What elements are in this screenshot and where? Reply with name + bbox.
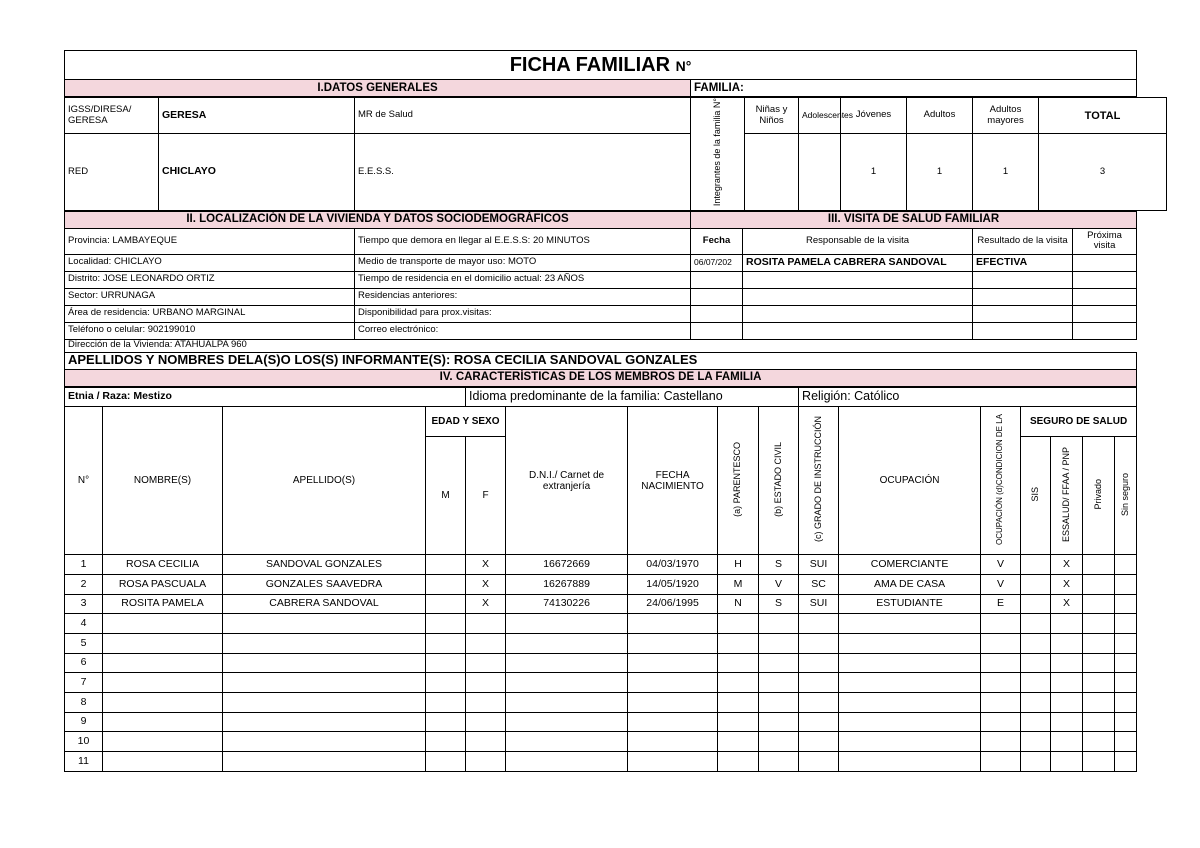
cell-par bbox=[718, 614, 759, 634]
cell-nombre: ROSA PASCUALA bbox=[103, 574, 223, 594]
cell-apellido bbox=[223, 752, 426, 772]
visit-hdr-resultado: Resultado de la visita bbox=[973, 228, 1073, 254]
cell-par: H bbox=[718, 555, 759, 575]
cell-ocup bbox=[839, 693, 981, 713]
cell-ess bbox=[1051, 673, 1083, 693]
cell-n: 7 bbox=[65, 673, 103, 693]
cell-ocup bbox=[839, 673, 981, 693]
cell-priv bbox=[1083, 653, 1115, 673]
cell-ocup: ESTUDIANTE bbox=[839, 594, 981, 614]
hdr-edad-sexo: EDAD Y SEXO bbox=[426, 407, 506, 437]
cell-cond bbox=[981, 673, 1021, 693]
cell-apellido: GONZALES SAAVEDRA bbox=[223, 574, 426, 594]
cell-cond: V bbox=[981, 574, 1021, 594]
cell-fecha: 14/05/1920 bbox=[628, 574, 718, 594]
cell-cond bbox=[981, 634, 1021, 654]
religion: Religión: Católico bbox=[799, 387, 1137, 407]
cell-apellido bbox=[223, 693, 426, 713]
cell-sin bbox=[1115, 752, 1137, 772]
cell-f bbox=[466, 634, 506, 654]
loc-correo: Correo electrónico: bbox=[355, 322, 691, 339]
cell-par bbox=[718, 732, 759, 752]
cell-grado bbox=[799, 634, 839, 654]
cell-cond bbox=[981, 614, 1021, 634]
hdr-apellidos: APELLIDO(S) bbox=[223, 407, 426, 555]
hdr-f: F bbox=[466, 437, 506, 555]
etnia: Etnia / Raza: Mestizo bbox=[65, 387, 466, 407]
val-jovenes: 1 bbox=[841, 134, 907, 210]
eess-label: E.E.S.S. bbox=[355, 134, 691, 210]
cell-civil bbox=[759, 634, 799, 654]
cell-fecha: 04/03/1970 bbox=[628, 555, 718, 575]
cell-nombre bbox=[103, 732, 223, 752]
cell-n: 4 bbox=[65, 614, 103, 634]
cell-civil: V bbox=[759, 574, 799, 594]
cell-f bbox=[466, 614, 506, 634]
cell-dni bbox=[506, 732, 628, 752]
idioma: Idioma predominante de la familia: Castellano bbox=[466, 387, 799, 407]
cell-ocup bbox=[839, 614, 981, 634]
cell-n: 1 bbox=[65, 555, 103, 575]
cell-ocup: COMERCIANTE bbox=[839, 555, 981, 575]
cell-m bbox=[426, 673, 466, 693]
cell-m bbox=[426, 555, 466, 575]
cell-priv bbox=[1083, 594, 1115, 614]
visit-hdr-responsable: Responsable de la visita bbox=[743, 228, 973, 254]
cell-apellido bbox=[223, 673, 426, 693]
cell-sin bbox=[1115, 634, 1137, 654]
cell-sis bbox=[1021, 732, 1051, 752]
cell-ess bbox=[1051, 653, 1083, 673]
cell-grado: SUI bbox=[799, 555, 839, 575]
hdr-parentesco: (a) PARENTESCO bbox=[718, 407, 759, 555]
cell-fecha bbox=[628, 673, 718, 693]
ficha-familiar-sheet bbox=[64, 50, 1136, 772]
cell-nombre bbox=[103, 653, 223, 673]
hdr-sin-seguro: Sin seguro bbox=[1115, 437, 1137, 555]
cell-par bbox=[718, 712, 759, 732]
cell-f bbox=[466, 693, 506, 713]
cell-ocup: AMA DE CASA bbox=[839, 574, 981, 594]
cell-apellido: SANDOVAL GONZALES bbox=[223, 555, 426, 575]
cell-civil bbox=[759, 752, 799, 772]
cell-fecha bbox=[628, 634, 718, 654]
hdr-ninos: Niñas y Niños bbox=[745, 98, 799, 134]
cell-fecha bbox=[628, 614, 718, 634]
cell-f bbox=[466, 752, 506, 772]
cell-ess: X bbox=[1051, 555, 1083, 575]
cell-apellido bbox=[223, 712, 426, 732]
cell-sis bbox=[1021, 693, 1051, 713]
cell-par bbox=[718, 634, 759, 654]
visit-responsable: ROSITA PAMELA CABRERA SANDOVAL bbox=[743, 254, 973, 271]
cell-dni: 16267889 bbox=[506, 574, 628, 594]
hdr-nombres: NOMBRE(S) bbox=[103, 407, 223, 555]
cell-ess bbox=[1051, 752, 1083, 772]
cell-nombre bbox=[103, 673, 223, 693]
hdr-condicion: OCUPACIÓN (d)CONDICION DE LA bbox=[981, 407, 1021, 555]
val-adultos-mayores: 1 bbox=[973, 134, 1039, 210]
cell-apellido bbox=[223, 653, 426, 673]
cell-f bbox=[466, 712, 506, 732]
cell-civil bbox=[759, 673, 799, 693]
cell-nombre bbox=[103, 614, 223, 634]
cell-grado bbox=[799, 673, 839, 693]
cell-apellido bbox=[223, 634, 426, 654]
val-adultos: 1 bbox=[907, 134, 973, 210]
cell-civil: S bbox=[759, 594, 799, 614]
hdr-sis: SIS bbox=[1021, 437, 1051, 555]
cell-par bbox=[718, 673, 759, 693]
cell-nombre bbox=[103, 634, 223, 654]
val-total: 3 bbox=[1039, 134, 1167, 210]
cell-ess: X bbox=[1051, 574, 1083, 594]
loc-provincia: Provincia: LAMBAYEQUE bbox=[65, 228, 355, 254]
table-row bbox=[65, 693, 1137, 713]
cell-civil: S bbox=[759, 555, 799, 575]
cell-cond bbox=[981, 732, 1021, 752]
cell-grado bbox=[799, 712, 839, 732]
familia-label: FAMILIA: bbox=[691, 80, 1137, 97]
visit-hdr-fecha: Fecha bbox=[691, 228, 743, 254]
cell-ess bbox=[1051, 732, 1083, 752]
cell-ocup bbox=[839, 653, 981, 673]
loc-disponibilidad: Disponibilidad para prox.visitas: bbox=[355, 305, 691, 322]
red-label: RED bbox=[65, 134, 159, 210]
table-row bbox=[65, 574, 1137, 594]
hdr-seguro: SEGURO DE SALUD bbox=[1021, 407, 1137, 437]
cell-priv bbox=[1083, 732, 1115, 752]
cell-grado: SUI bbox=[799, 594, 839, 614]
cell-sin bbox=[1115, 555, 1137, 575]
cell-civil bbox=[759, 693, 799, 713]
cell-sin bbox=[1115, 614, 1137, 634]
table-row bbox=[65, 653, 1137, 673]
informante: APELLIDOS Y NOMBRES DELA(S)O LOS(S) INFORMANTE(S): ROSA CECILIA SANDOVAL GONZALES bbox=[65, 352, 1137, 369]
cell-n: 10 bbox=[65, 732, 103, 752]
visit-fecha: 06/07/202 bbox=[691, 254, 743, 271]
cell-sin bbox=[1115, 693, 1137, 713]
cell-grado bbox=[799, 752, 839, 772]
cell-civil bbox=[759, 614, 799, 634]
cell-sis bbox=[1021, 673, 1051, 693]
cell-m bbox=[426, 752, 466, 772]
hdr-no: N° bbox=[65, 407, 103, 555]
cell-m bbox=[426, 653, 466, 673]
cell-priv bbox=[1083, 634, 1115, 654]
cell-priv bbox=[1083, 673, 1115, 693]
loc-transporte: Medio de transporte de mayor uso: MOTO bbox=[355, 254, 691, 271]
cell-priv bbox=[1083, 614, 1115, 634]
members-table bbox=[64, 387, 1137, 772]
cell-m bbox=[426, 614, 466, 634]
cell-ess bbox=[1051, 693, 1083, 713]
cell-apellido bbox=[223, 732, 426, 752]
cell-priv bbox=[1083, 693, 1115, 713]
cell-cond bbox=[981, 752, 1021, 772]
cell-sin bbox=[1115, 574, 1137, 594]
cell-civil bbox=[759, 653, 799, 673]
cell-dni bbox=[506, 653, 628, 673]
cell-ocup bbox=[839, 712, 981, 732]
cell-grado bbox=[799, 614, 839, 634]
loc-telefono: Teléfono o celular: 902199010 bbox=[65, 322, 355, 339]
cell-par: M bbox=[718, 574, 759, 594]
cell-f bbox=[466, 732, 506, 752]
cell-nombre: ROSA CECILIA bbox=[103, 555, 223, 575]
cell-n: 2 bbox=[65, 574, 103, 594]
cell-n: 6 bbox=[65, 653, 103, 673]
hdr-estado-civil: (b) ESTADO CIVIL bbox=[759, 407, 799, 555]
cell-nombre: ROSITA PAMELA bbox=[103, 594, 223, 614]
cell-dni: 74130226 bbox=[506, 594, 628, 614]
hdr-privado: Privado bbox=[1083, 437, 1115, 555]
visit-resultado: EFECTIVA bbox=[973, 254, 1073, 271]
cell-f: X bbox=[466, 574, 506, 594]
val-adolescentes bbox=[799, 134, 841, 210]
cell-f: X bbox=[466, 555, 506, 575]
igss-value: GERESA bbox=[159, 98, 355, 134]
mr-salud-label: MR de Salud bbox=[355, 98, 691, 134]
loc-residencia: Tiempo de residencia en el domicilio actual: 23 AÑOS bbox=[355, 271, 691, 288]
cell-ess bbox=[1051, 634, 1083, 654]
cell-sis bbox=[1021, 555, 1051, 575]
cell-cond bbox=[981, 693, 1021, 713]
cell-priv bbox=[1083, 712, 1115, 732]
cell-fecha: 24/06/1995 bbox=[628, 594, 718, 614]
cell-m bbox=[426, 732, 466, 752]
cell-apellido: CABRERA SANDOVAL bbox=[223, 594, 426, 614]
table-row bbox=[65, 712, 1137, 732]
hdr-fecha: FECHA NACIMIENTO bbox=[628, 407, 718, 555]
cell-fecha bbox=[628, 752, 718, 772]
cell-m bbox=[426, 712, 466, 732]
cell-n: 11 bbox=[65, 752, 103, 772]
table-row bbox=[65, 752, 1137, 772]
cell-priv bbox=[1083, 574, 1115, 594]
cell-ess bbox=[1051, 614, 1083, 634]
cell-dni bbox=[506, 752, 628, 772]
table-row bbox=[65, 634, 1137, 654]
cell-sis bbox=[1021, 614, 1051, 634]
cell-nombre bbox=[103, 712, 223, 732]
cell-nombre bbox=[103, 693, 223, 713]
cell-par: N bbox=[718, 594, 759, 614]
visit-hdr-proxima: Próxima visita bbox=[1073, 228, 1137, 254]
cell-par bbox=[718, 653, 759, 673]
cell-apellido bbox=[223, 614, 426, 634]
igss-label: IGSS/DIRESA/ GERESA bbox=[65, 98, 159, 134]
loc-area: Área de residencia: URBANO MARGINAL bbox=[65, 305, 355, 322]
loc-direccion: Dirección de la Vivienda: ATAHUALPA 960 bbox=[65, 339, 1137, 352]
hdr-jovenes: Jóvenes bbox=[841, 98, 907, 134]
page-title: FICHA FAMILIAR N° bbox=[65, 51, 1137, 80]
cell-sin bbox=[1115, 732, 1137, 752]
cell-m bbox=[426, 594, 466, 614]
cell-sin bbox=[1115, 594, 1137, 614]
cell-sis bbox=[1021, 712, 1051, 732]
cell-priv bbox=[1083, 752, 1115, 772]
cell-n: 5 bbox=[65, 634, 103, 654]
hdr-dni: D.N.I./ Carnet de extranjería bbox=[506, 407, 628, 555]
section-miembros: IV. CARACTERÍSTICAS DE LOS MEMBROS DE LA FAMILIA bbox=[65, 369, 1137, 386]
table-row bbox=[65, 673, 1137, 693]
hdr-adolescentes: Adolescentes bbox=[799, 98, 841, 134]
val-ninos bbox=[745, 134, 799, 210]
cell-ess: X bbox=[1051, 594, 1083, 614]
cell-dni bbox=[506, 614, 628, 634]
integrantes-label: Integrantes de la familia N° bbox=[691, 98, 745, 211]
cell-fecha bbox=[628, 693, 718, 713]
section-datos-generales: I.DATOS GENERALES bbox=[65, 80, 691, 97]
section-localizacion: II. LOCALIZACIÓN DE LA VIVIENDA Y DATOS SOCIODEMOGRÁFICOS bbox=[65, 211, 691, 228]
table-row bbox=[65, 614, 1137, 634]
cell-f: X bbox=[466, 594, 506, 614]
cell-sis bbox=[1021, 752, 1051, 772]
loc-distrito: Distrito: JOSE LEONARDO ORTIZ bbox=[65, 271, 355, 288]
cell-m bbox=[426, 693, 466, 713]
table-row bbox=[65, 732, 1137, 752]
hdr-adultos: Adultos bbox=[907, 98, 973, 134]
cell-par bbox=[718, 693, 759, 713]
cell-n: 3 bbox=[65, 594, 103, 614]
cell-m bbox=[426, 574, 466, 594]
cell-ess bbox=[1051, 712, 1083, 732]
table-row bbox=[65, 594, 1137, 614]
cell-f bbox=[466, 653, 506, 673]
cell-sis bbox=[1021, 653, 1051, 673]
loc-sector: Sector: URRUNAGA bbox=[65, 288, 355, 305]
cell-cond: E bbox=[981, 594, 1021, 614]
cell-ocup bbox=[839, 732, 981, 752]
cell-ocup bbox=[839, 634, 981, 654]
cell-grado bbox=[799, 693, 839, 713]
cell-ocup bbox=[839, 752, 981, 772]
general-table bbox=[64, 97, 1167, 211]
cell-dni bbox=[506, 673, 628, 693]
cell-civil bbox=[759, 712, 799, 732]
cell-fecha bbox=[628, 653, 718, 673]
cell-nombre bbox=[103, 752, 223, 772]
member-rows bbox=[65, 555, 1137, 772]
cell-n: 9 bbox=[65, 712, 103, 732]
cell-dni bbox=[506, 712, 628, 732]
cell-grado bbox=[799, 653, 839, 673]
hdr-total: TOTAL bbox=[1039, 98, 1167, 134]
cell-sis bbox=[1021, 634, 1051, 654]
cell-dni: 16672669 bbox=[506, 555, 628, 575]
cell-m bbox=[426, 634, 466, 654]
cell-dni bbox=[506, 693, 628, 713]
cell-cond: V bbox=[981, 555, 1021, 575]
visit-proxima bbox=[1073, 254, 1137, 271]
cell-f bbox=[466, 673, 506, 693]
hdr-grado: (c) GRADO DE INSTRUCCIÓN bbox=[799, 407, 839, 555]
hdr-adultos-mayores: Adultos mayores bbox=[973, 98, 1039, 134]
loc-localidad: Localidad: CHICLAYO bbox=[65, 254, 355, 271]
cell-sis bbox=[1021, 594, 1051, 614]
cell-sis bbox=[1021, 574, 1051, 594]
cell-civil bbox=[759, 732, 799, 752]
red-value: CHICLAYO bbox=[159, 134, 355, 210]
cell-grado: SC bbox=[799, 574, 839, 594]
cell-cond bbox=[981, 653, 1021, 673]
cell-n: 8 bbox=[65, 693, 103, 713]
cell-sin bbox=[1115, 653, 1137, 673]
cell-grado bbox=[799, 732, 839, 752]
section-visita: III. VISITA DE SALUD FAMILIAR bbox=[691, 211, 1137, 228]
hdr-m: M bbox=[426, 437, 466, 555]
hdr-essalud: ESSALUD/ FFAA / PNP bbox=[1051, 437, 1083, 555]
cell-sin bbox=[1115, 712, 1137, 732]
localizacion-table bbox=[64, 211, 1137, 387]
loc-tiempo: Tiempo que demora en llegar al E.E.S.S: 20 MINUTOS bbox=[355, 228, 691, 254]
loc-residencias-anteriores: Residencias anteriores: bbox=[355, 288, 691, 305]
top-table bbox=[64, 50, 1137, 97]
cell-fecha bbox=[628, 712, 718, 732]
cell-sin bbox=[1115, 673, 1137, 693]
cell-fecha bbox=[628, 732, 718, 752]
hdr-ocupacion: OCUPACIÓN bbox=[839, 407, 981, 555]
cell-par bbox=[718, 752, 759, 772]
cell-dni bbox=[506, 634, 628, 654]
cell-cond bbox=[981, 712, 1021, 732]
table-row bbox=[65, 555, 1137, 575]
cell-priv bbox=[1083, 555, 1115, 575]
